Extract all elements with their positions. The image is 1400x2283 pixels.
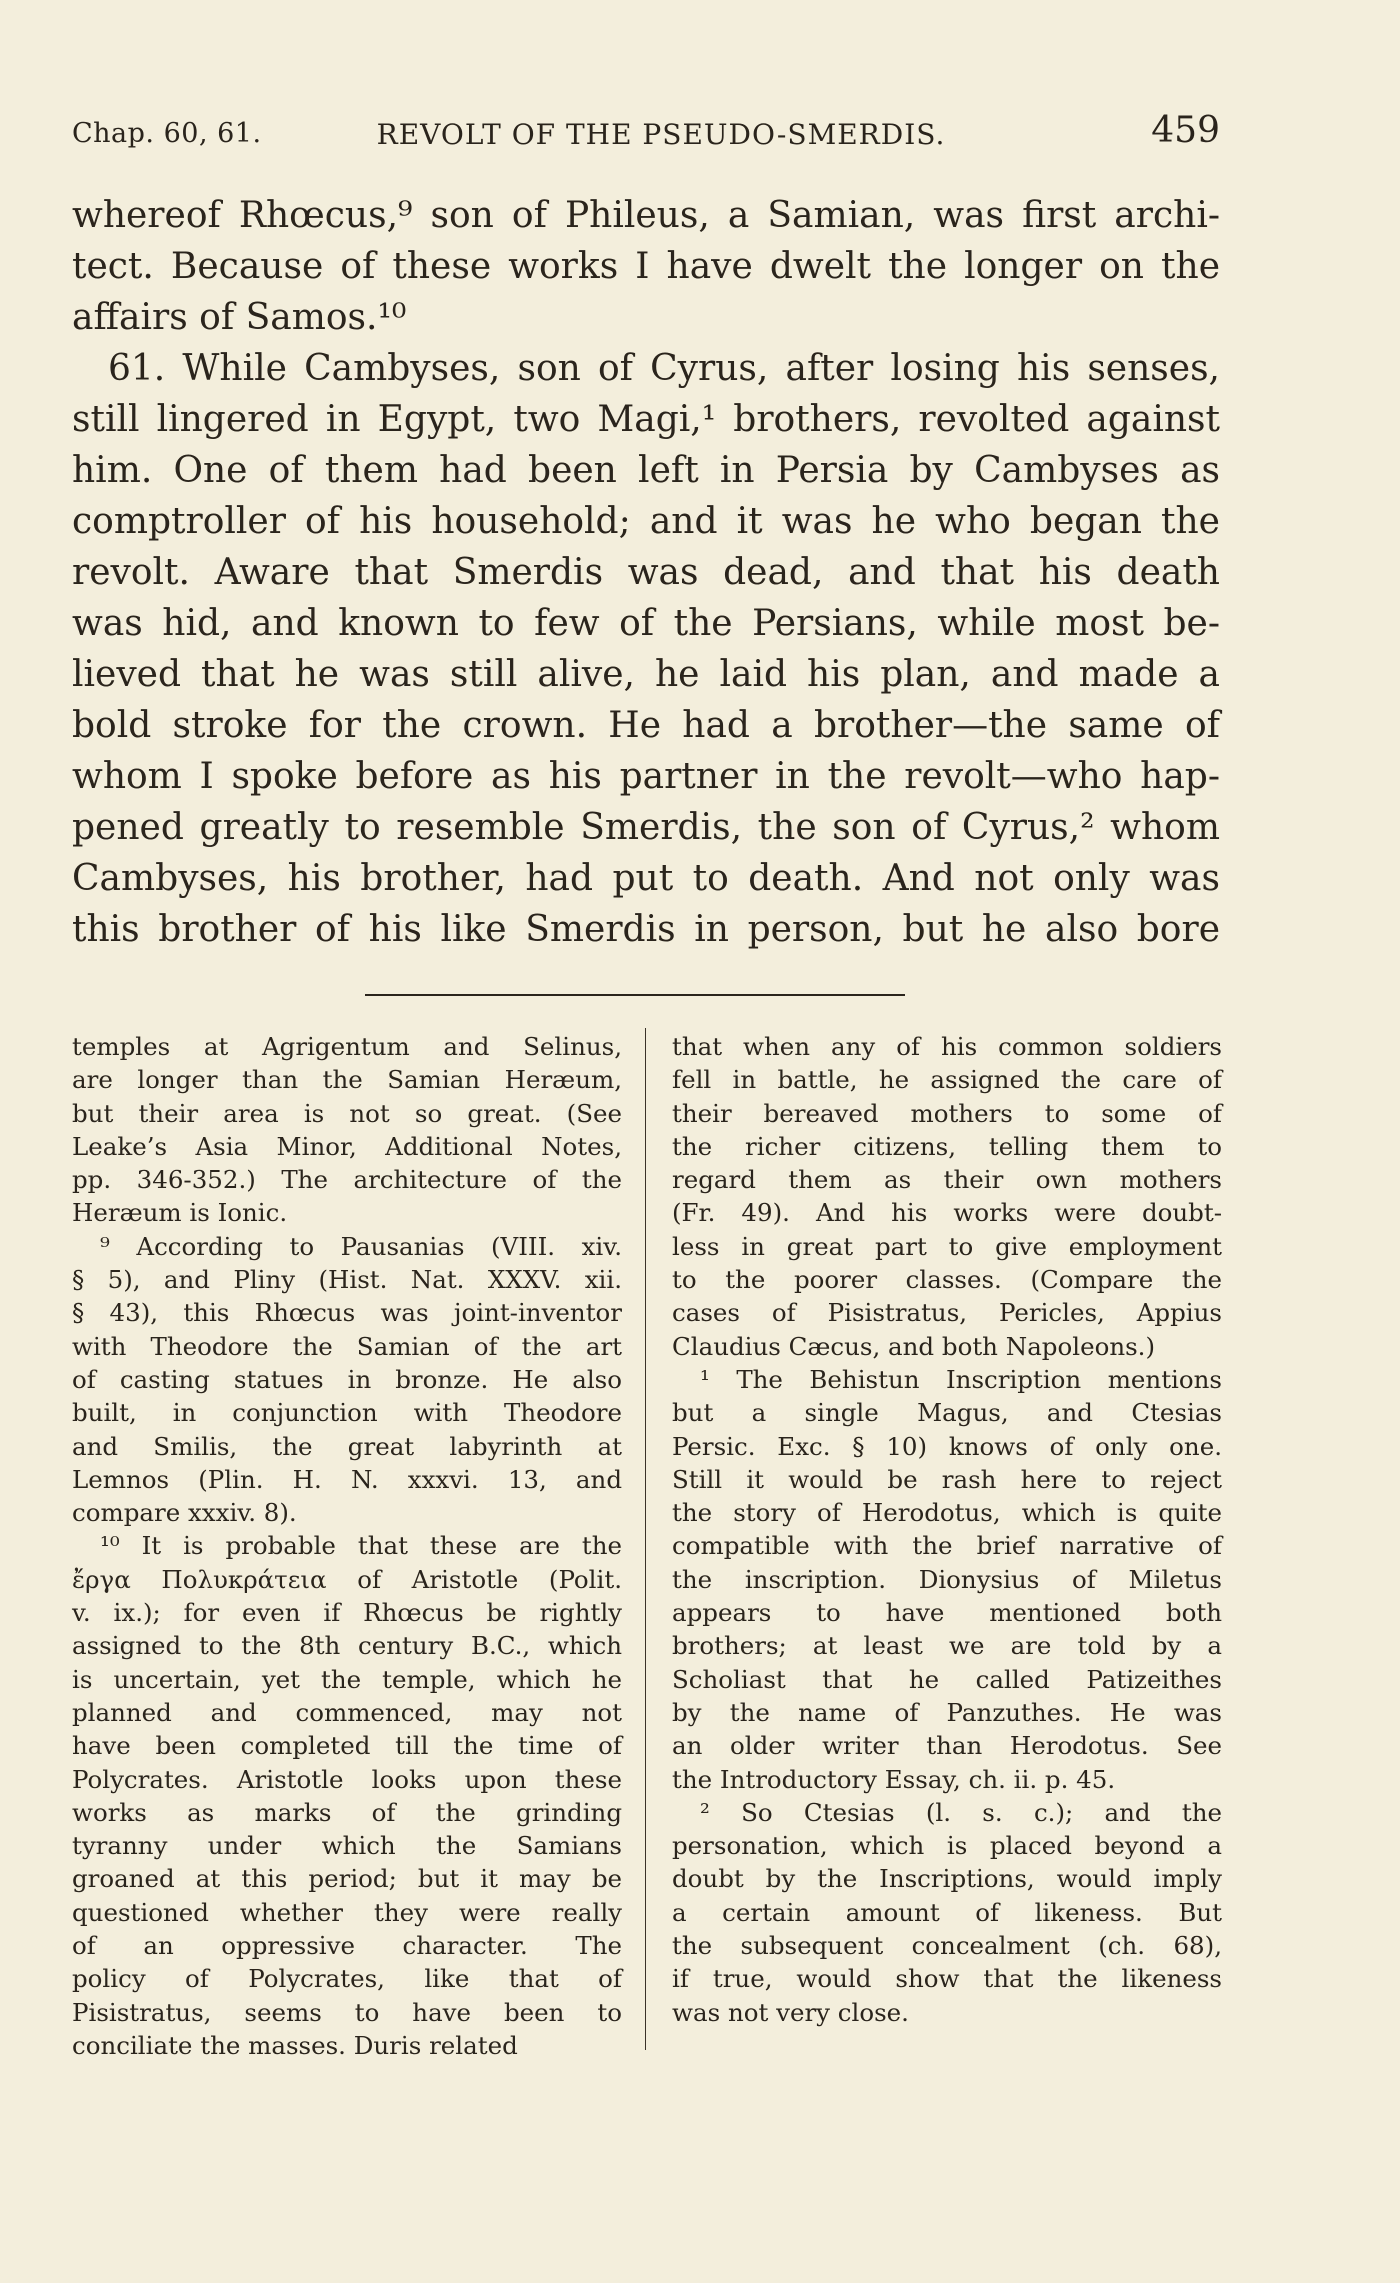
- footnote-line: temples at Agrigentum and Selinus,: [72, 1032, 622, 1061]
- footnote-line: § 5), and Pliny (Hist. Nat. XXXV. xii.: [72, 1265, 622, 1295]
- footnote-line: appears to have mentioned both: [672, 1598, 1222, 1628]
- main-text-line: 61. While Cambyses, son of Cyrus, after losing his senses,: [108, 348, 1220, 389]
- footnote-line: compare xxxiv. 8).: [72, 1498, 297, 1528]
- footnote-line: by the name of Panzuthes. He was: [672, 1697, 1222, 1727]
- footnote-line: Persic. Exc. § 10) knows of only one.: [672, 1431, 1222, 1461]
- main-text-line: Cambyses, his brother, had put to death. And not only was: [72, 858, 1220, 899]
- main-text-line: lieved that he was still alive, he laid his plan, and made a: [72, 654, 1220, 695]
- main-text-line: revolt. Aware that Smerdis was dead, and that his death: [72, 552, 1220, 593]
- footnote-line: of an oppressive character. The: [72, 1931, 622, 1961]
- footnote-separator-rule: [365, 994, 905, 996]
- footnote-line: the subsequent concealment (ch. 68),: [672, 1931, 1222, 1961]
- main-text-line: whereof Rhœcus,⁹ son of Phileus, a Samian, was first archi-: [72, 195, 1220, 236]
- main-text-line: affairs of Samos.¹⁰: [72, 297, 407, 338]
- footnote-line: § 43), this Rhœcus was joint-inventor: [72, 1298, 622, 1328]
- footnote-line: Leake’s Asia Minor, Additional Notes,: [72, 1131, 622, 1161]
- main-text-line: comptroller of his household; and it was he who began the: [72, 501, 1220, 542]
- footnote-line: planned and commenced, may not: [72, 1697, 622, 1727]
- footnote-line: ἔργα Πολυκράτεια of Aristotle (Polit.: [72, 1564, 622, 1594]
- footnote-line: Claudius Cæcus, and both Napoleons.): [672, 1331, 1156, 1361]
- footnote-line: works as marks of the grinding: [72, 1797, 622, 1827]
- footnote-line: are longer than the Samian Heræum,: [72, 1065, 622, 1095]
- footnote-line: with Theodore the Samian of the art: [72, 1331, 622, 1361]
- footnote-line: compatible with the brief narrative of: [672, 1531, 1222, 1561]
- footnote-line: (Fr. 49). And his works were doubt-: [672, 1198, 1222, 1228]
- footnote-line: tyranny under which the Samians: [72, 1831, 622, 1861]
- footnote-line: was not very close.: [672, 1997, 909, 2027]
- main-text-line: pened greatly to resemble Smerdis, the son of Cyrus,² whom: [72, 807, 1220, 848]
- footnote-line: but their area is not so great. (See: [72, 1098, 622, 1128]
- footnote-line: the inscription. Dionysius of Miletus: [672, 1564, 1222, 1594]
- page-title: REVOLT OF THE PSEUDO-SMERDIS.: [376, 118, 946, 151]
- footnote-line: and Smilis, the great labyrinth at: [72, 1431, 622, 1461]
- footnote-line: policy of Polycrates, like that of: [72, 1964, 622, 1994]
- footnote-line: conciliate the masses. Duris related: [72, 2030, 518, 2060]
- running-head: [72, 110, 1220, 160]
- main-text-line: him. One of them had been left in Persia by Cambyses as: [72, 450, 1220, 491]
- footnote-line: doubt by the Inscriptions, would imply: [672, 1864, 1222, 1894]
- footnote-line: the richer citizens, telling them to: [672, 1131, 1222, 1161]
- footnote-line: if true, would show that the likeness: [672, 1964, 1222, 1994]
- footnote-line: have been completed till the time of: [72, 1731, 622, 1761]
- footnote-line: their bereaved mothers to some of: [672, 1098, 1222, 1128]
- footnote-line: of casting statues in bronze. He also: [72, 1364, 622, 1394]
- footnote-line: built, in conjunction with Theodore: [72, 1398, 622, 1428]
- footnote-line: less in great part to give employment: [672, 1231, 1222, 1261]
- footnote-line: Polycrates. Aristotle looks upon these: [72, 1764, 622, 1794]
- footnote-line: groaned at this period; but it may be: [72, 1864, 622, 1894]
- footnote-line: v. ix.); for even if Rhœcus be rightly: [72, 1598, 622, 1628]
- footnote-line: Still it would be rash here to reject: [672, 1464, 1222, 1494]
- footnote-line: the story of Herodotus, which is quite: [672, 1498, 1222, 1528]
- footnote-line: is uncertain, yet the temple, which he: [72, 1664, 622, 1694]
- footnote-line: Heræum is Ionic.: [72, 1198, 288, 1228]
- footnote-line: regard them as their own mothers: [672, 1165, 1222, 1195]
- footnote-line: cases of Pisistratus, Pericles, Appius: [672, 1298, 1222, 1328]
- main-text-line: was hid, and known to few of the Persians, while most be-: [72, 603, 1220, 644]
- footnote-line: an older writer than Herodotus. See: [672, 1731, 1222, 1761]
- main-text-line: tect. Because of these works I have dwelt the longer on the: [72, 246, 1220, 287]
- footnote-line: a certain amount of likeness. But: [672, 1897, 1222, 1927]
- footnote-line: ¹⁰ It is probable that these are the: [100, 1531, 622, 1561]
- footnotes-left-column: [72, 1030, 622, 2062]
- main-text-line: still lingered in Egypt, two Magi,¹ brothers, revolted against: [72, 399, 1220, 440]
- footnote-line: brothers; at least we are told by a: [672, 1631, 1222, 1661]
- footnote-line: Scholiast that he called Patizeithes: [672, 1664, 1222, 1694]
- footnote-line: assigned to the 8th century B.C., which: [72, 1631, 622, 1661]
- main-text-line: whom I spoke before as his partner in the revolt—who hap-: [72, 756, 1220, 797]
- footnotes-right-column: [672, 1030, 1222, 2029]
- main-text-line: bold stroke for the crown. He had a brother—the same of: [72, 705, 1220, 746]
- column-divider: [645, 1028, 646, 2050]
- page-number: 459: [1151, 110, 1220, 151]
- footnote-line: questioned whether they were really: [72, 1897, 622, 1927]
- footnote-line: Lemnos (Plin. H. N. xxxvi. 13, and: [72, 1464, 622, 1494]
- main-text: [72, 190, 1220, 955]
- footnote-line: pp. 346-352.) The architecture of the: [72, 1165, 622, 1195]
- footnote-line: ⁹ According to Pausanias (VIII. xiv.: [100, 1231, 622, 1261]
- footnote-line: fell in battle, he assigned the care of: [672, 1065, 1222, 1095]
- footnote-line: ¹ The Behistun Inscription mentions: [700, 1364, 1222, 1394]
- footnote-line: the Introductory Essay, ch. ii. p. 45.: [672, 1764, 1116, 1794]
- footnote-line: to the poorer classes. (Compare the: [672, 1265, 1222, 1295]
- footnote-line: but a single Magus, and Ctesias: [672, 1398, 1222, 1428]
- chapter-reference: Chap. 60, 61.: [72, 118, 262, 149]
- footnote-line: personation, which is placed beyond a: [672, 1831, 1222, 1861]
- main-text-line: this brother of his like Smerdis in person, but he also bore: [72, 909, 1220, 950]
- footnote-line: Pisistratus, seems to have been to: [72, 1997, 622, 2027]
- footnote-line: ² So Ctesias (l. s. c.); and the: [700, 1797, 1222, 1827]
- footnote-line: that when any of his common soldiers: [672, 1032, 1222, 1061]
